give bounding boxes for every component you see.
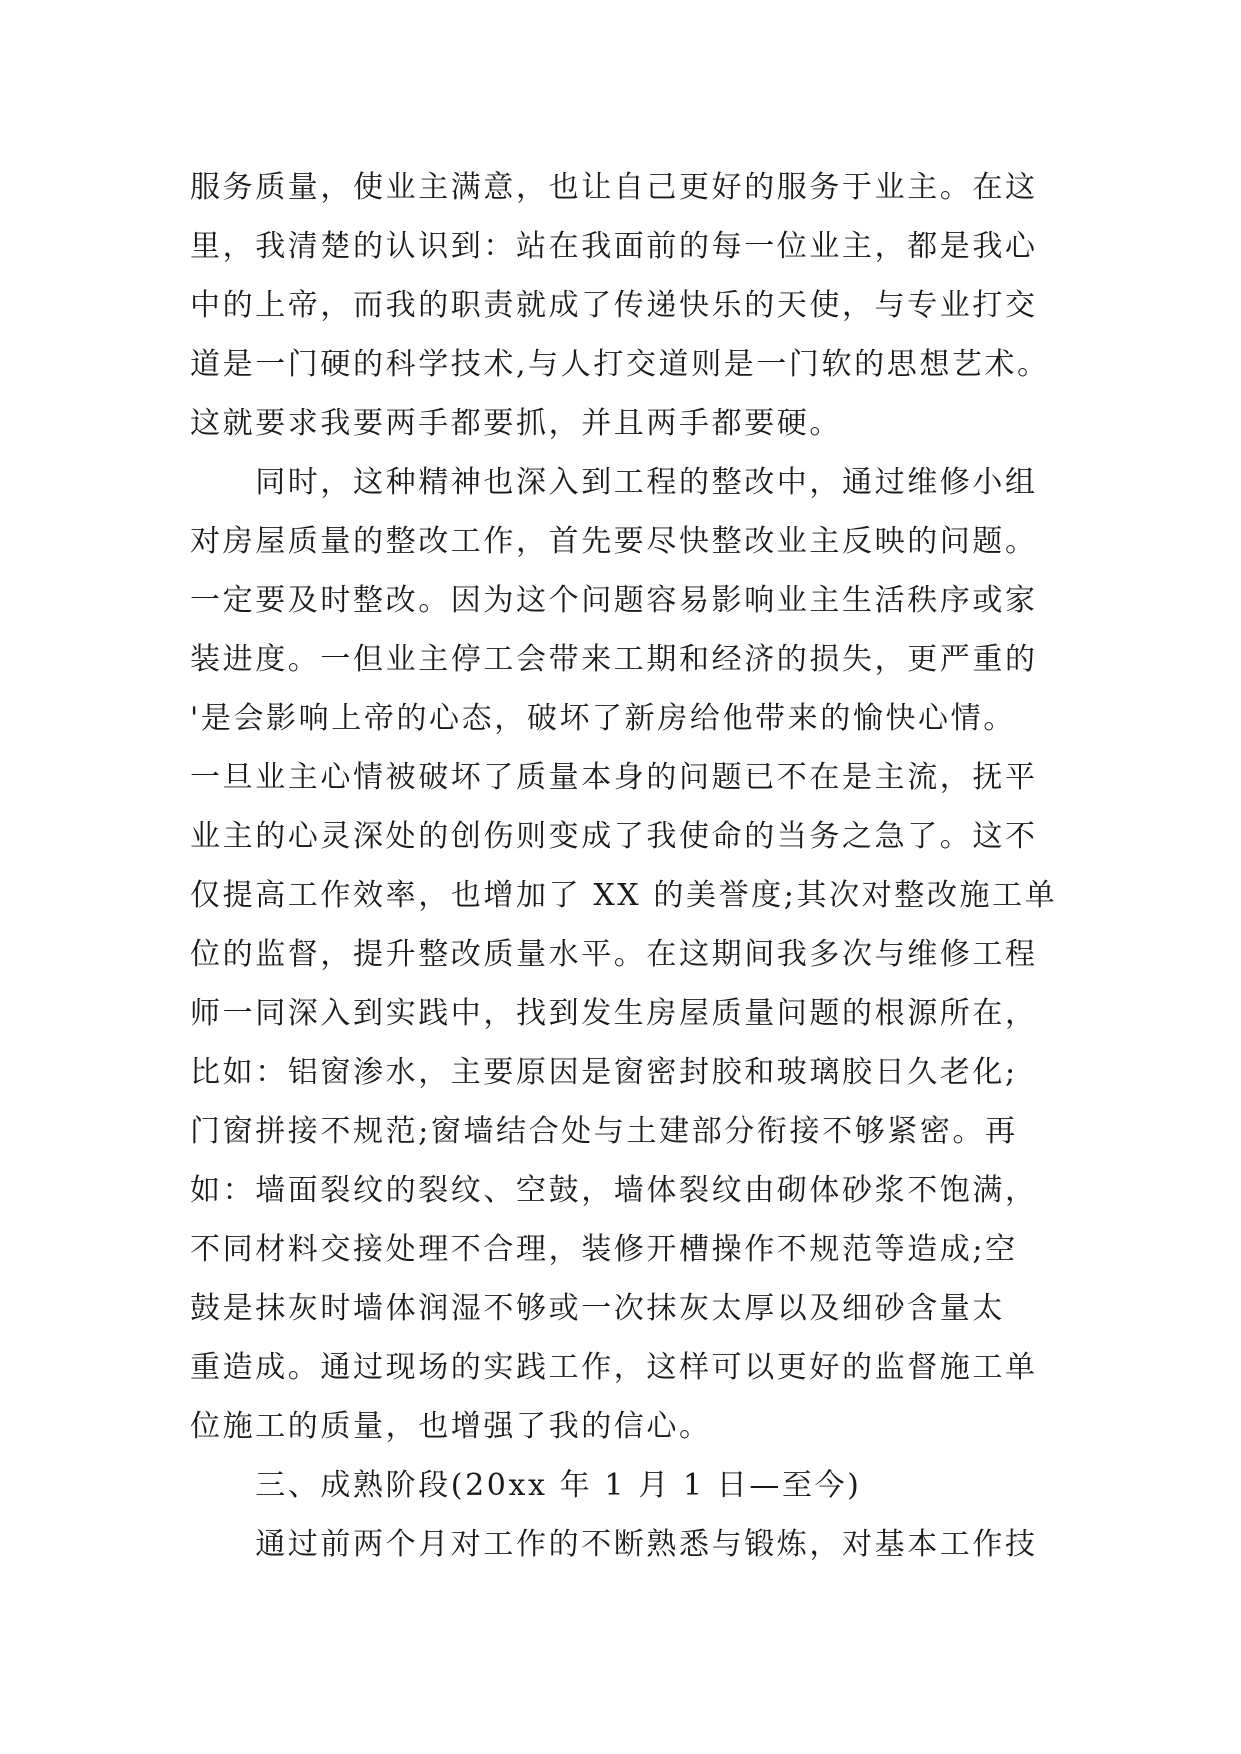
- text-line: 对房屋质量的整改工作，首先要尽快整改业主反映的问题。: [190, 524, 1038, 559]
- text-line: 服务质量，使业主满意，也让自己更好的服务于业主。在这: [190, 170, 1038, 205]
- text-line: 这就要求我要两手都要抓，并且两手都要硬。: [190, 406, 842, 441]
- text-line: 中的上帝，而我的职责就成了传递快乐的天使，与专业打交: [190, 288, 1038, 323]
- text-line: 门窗拼接不规范;窗墙结合处与土建部分衔接不够紧密。再: [190, 1114, 1018, 1149]
- text-line: 师一同深入到实践中，找到发生房屋质量问题的根源所在，: [190, 996, 1038, 1031]
- text-line: 如：墙面裂纹的裂纹、空鼓，墙体裂纹由砌体砂浆不饱满，: [190, 1173, 1038, 1208]
- text-line: 同时，这种精神也深入到工程的整改中，通过维修小组: [190, 465, 1038, 500]
- text-line: 通过前两个月对工作的不断熟悉与锻炼，对基本工作技: [190, 1527, 1038, 1562]
- text-line: 道是一门硬的科学技术,与人打交道则是一门软的思想艺术。: [190, 347, 1050, 382]
- text-line: 里，我清楚的认识到：站在我面前的每一位业主，都是我心: [190, 229, 1038, 264]
- body-text: [190, 158, 1060, 1574]
- text-line: 位的监督，提升整改质量水平。在这期间我多次与维修工程: [190, 937, 1038, 972]
- text-line: 仅提高工作效率，也增加了 XX 的美誉度;其次对整改施工单: [190, 878, 1058, 913]
- text-line: 鼓是抹灰时墙体润湿不够或一次抹灰太厚以及细砂含量太: [190, 1291, 1005, 1326]
- text-line: 不同材料交接处理不合理，装修开槽操作不规范等造成;空: [190, 1232, 1018, 1267]
- text-line: 一定要及时整改。因为这个问题容易影响业主生活秩序或家: [190, 583, 1038, 618]
- section-heading: 三、成熟阶段(20xx 年 1 月 1 日—至今): [190, 1468, 862, 1503]
- text-line: '是会影响上帝的心态，破坏了新房给他带来的愉快心情。: [190, 701, 1016, 736]
- text-line: 比如：铝窗渗水，主要原因是窗密封胶和玻璃胶日久老化;: [190, 1055, 1018, 1090]
- text-line: 一旦业主心情被破坏了质量本身的问题已不在是主流，抚平: [190, 760, 1038, 795]
- text-line: 业主的心灵深处的创伤则变成了我使命的当务之急了。这不: [190, 819, 1038, 854]
- text-line: 位施工的质量，也增强了我的信心。: [190, 1409, 712, 1444]
- text-line: 重造成。通过现场的实践工作，这样可以更好的监督施工单: [190, 1350, 1038, 1385]
- text-line: 装进度。一但业主停工会带来工期和经济的损失，更严重的: [190, 642, 1038, 677]
